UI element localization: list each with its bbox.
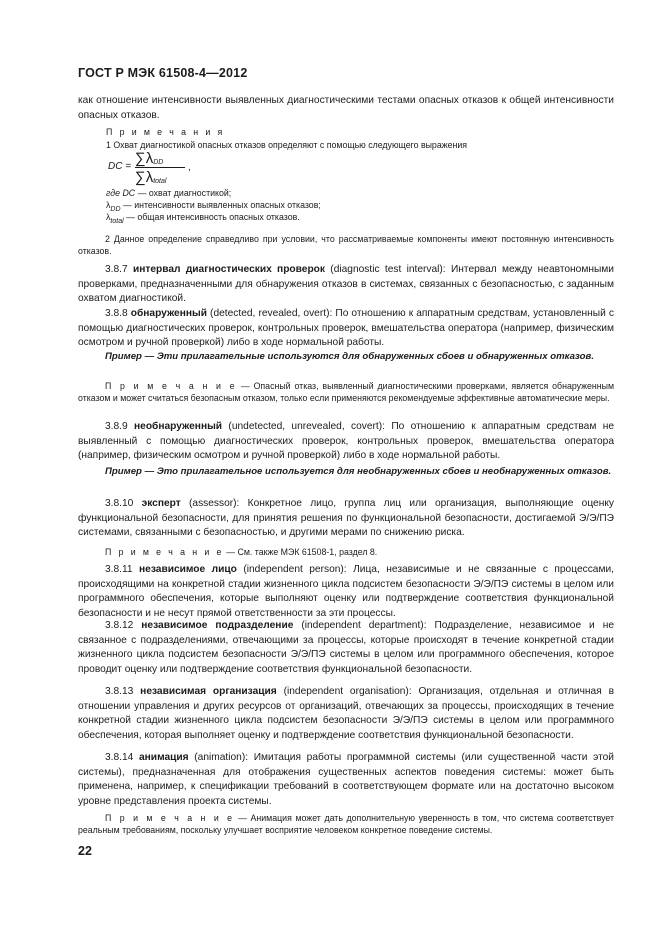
where-line-dc: где DC — охват диагностикой; — [106, 188, 232, 198]
where-line-total: $\lambda_{total}$ — общая интенсивность опасных отказов. — [106, 212, 300, 225]
note-3-8-14: П р и м е ч а н и е — Анимация может дать дополнительную уверенность в том, что система соответствует реальным требованиям, поскольку улучшает восприятие человеком конкретное поведение системы. — [78, 813, 614, 836]
term-3-8-11: 3.8.11 независимое лицо (independent person): Лица, независимые и не связанные с процессами, происходящими на конкретной стадии жизненного цикла подсистем безопасности Э/Э/ПЭ системы в целом или программного обеспечения, которые выполняют оценку или подтверждение соответствия функциональной безопасности и не несут прямой ответственности за эти процессы. — [78, 564, 614, 620]
note-3-8-10: П р и м е ч а н и е — См. также МЭК 61508-1, раздел 8. — [105, 547, 378, 557]
term-3-8-8: 3.8.8 обнаруженный (detected, revealed, overt): По отношению к аппаратным средствам, установленный с помощью диагностических проверок, контрольных проверок, вмешательства оператора (например, физическим осмотром и ручной проверкой) либо в ходе нормальной работы. — [78, 308, 614, 349]
note-2: 2 Данное определение справедливо при условии, что рассматриваемые компоненты имеют постоянную интенсивность отказов. — [78, 234, 614, 257]
example-1: Пример — Эти прилагательные используются для обнаруженных сбоев и обнаруженных отказов. — [105, 351, 595, 362]
diagnostic-coverage-formula — [108, 150, 308, 186]
term-3-8-7: 3.8.7 интервал диагностических проверок (diagnostic test interval): Интервал между неавтономными проверками, предназначенными для обнаружения отказов в системах, связанных с безопасностью, с заданным охватом диагностикой. — [78, 264, 614, 305]
notes-title: П р и м е ч а н и я — [106, 127, 225, 137]
term-3-8-9: 3.8.9 необнаруженный (undetected, unrevealed, covert): По отношению к аппаратным средствам не выявленный с помощью диагностических проверок, контрольных проверок, вмешательства оператора (например, физическим осмотром и ручной проверкой) либо в ходе нормальной работы. — [78, 421, 614, 462]
formula-denominator: $\sum\lambda_{total}$ — [135, 169, 167, 186]
example-2: Пример — Это прилагательное используется для необнаруженных сбоев и необнаруженных отказов. — [105, 466, 612, 477]
document-header: ГОСТ Р МЭК 61508-4—2012 — [78, 66, 248, 80]
term-3-8-12: 3.8.12 независимое подразделение (independent department): Подразделение, независимое и не связанное с подразделениями, отвечающими за процессы, которые происходят в течение конкретной стадии жизненного цикла подсистем безопасности Э/Э/ПЭ системы в целом или программного обеспечения, которое проводит оценку или подтверждение соответствия функциональной безопасности. — [78, 620, 614, 676]
page-number: 22 — [78, 844, 92, 858]
intro-paragraph: как отношение интенсивности выявленных диагностическими тестами опасных отказов к общей интенсивности опасных отказов. — [78, 95, 614, 121]
term-3-8-13: 3.8.13 независимая организация (independent organisation): Организация, отдельная и отличная в отношении управления и других ресурсов от организаций, отвечающих за процессы, происходящих в течение конкретной стадии жизненного цикла подсистем безопасности Э/Э/ПЭ системы в целом или программного обеспечения, которая выполняет оценку и подтверждение соответствия функциональной безопасности. — [78, 686, 615, 742]
term-3-8-10: 3.8.10 эксперт (assessor): Конкретное лицо, группа лиц или организация, выполняющие оценку функциональной безопасности, для принятия решения по функциональной безопасности, достигаемой Э/Э/ПЭ системами, связанными с безопасностью, и другими мерами по снижению риска. — [78, 498, 614, 539]
formula-numerator: $\sum\lambda_{DD}$ — [135, 150, 164, 167]
formula-lhs: DC = — [108, 161, 132, 172]
note-3-8-8: П р и м е ч а н и е — Опасный отказ, выявленный диагностическими проверками, является обнаруженным отказом и может считаться безопасным отказом, только если применяются рекомендуемые эффективные автоматические меры. — [78, 381, 614, 404]
note-1: 1 Охват диагностикой опасных отказов определяют с помощью следующего выражения — [106, 140, 468, 150]
where-line-dd: $\lambda_{DD}$ — интенсивности выявленных опасных отказов; — [106, 200, 321, 213]
formula-trailing: , — [188, 162, 191, 173]
term-3-8-14: 3.8.14 анимация (animation): Имитация работы программной системы (или существенной части этой системы), предназначенная для отображения существенных аспектов поведения системы: может быть применена, например, к спецификации требований в соответствующем формате или на достаточно высоком уровне представления проекта системы. — [78, 752, 614, 808]
fraction-bar — [135, 167, 185, 168]
